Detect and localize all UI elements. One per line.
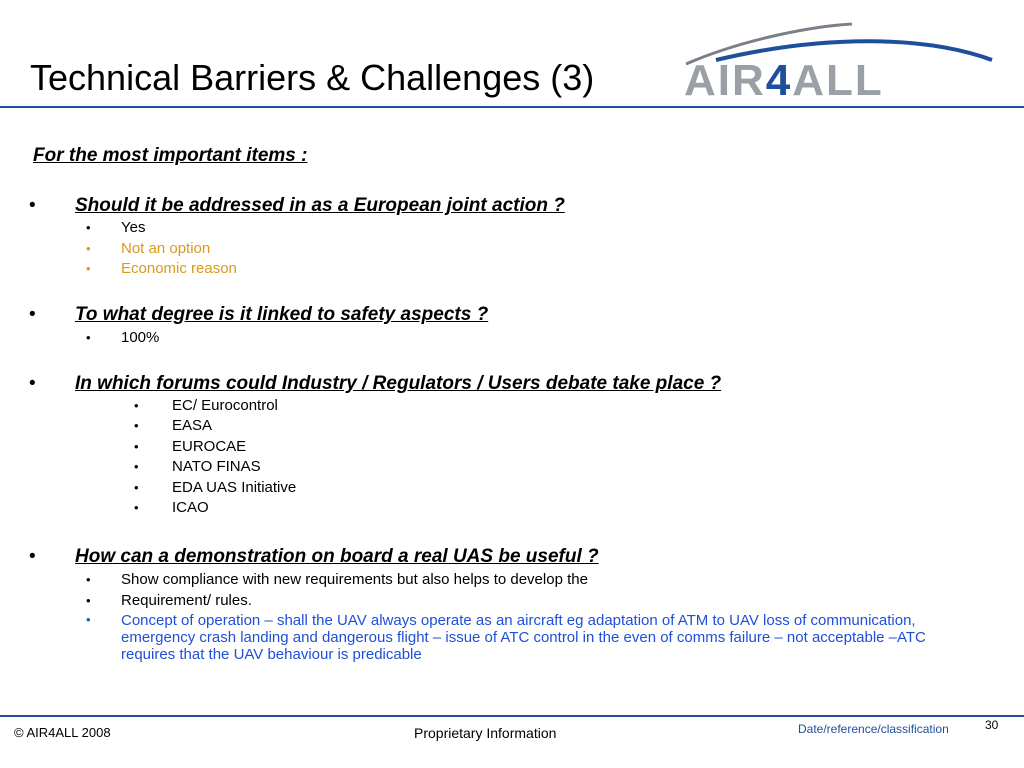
list-item: Yes [121,219,146,236]
bullet-icon: • [86,241,91,256]
bullet-icon: • [29,195,36,216]
bullet-icon: • [134,480,139,495]
bullet-icon: • [29,373,36,394]
bullet-icon: • [86,220,91,235]
bullet-icon: • [86,593,91,608]
logo-prefix: AIR [684,56,766,105]
list-item: EC/ Eurocontrol [172,397,278,414]
list-item: Not an option [121,240,211,257]
list-item: 100% [121,329,160,346]
bullet-icon: • [86,612,91,627]
list-item: Requirement/ rules. [121,592,252,609]
list-item: Economic reason [121,260,237,277]
list-item: Concept of operation – shall the UAV always operate as an aircraft eg adaptation of ATM to UAV loss of communication, emergency crash landing and dangerous flight – issue of ATC control in the even of comms failure – not acceptable –ATC requires that the UAV behaviour is predicable [121,612,926,663]
list-item: NATO FINAS [172,458,261,475]
bullet-icon: • [86,330,91,345]
list-item: EASA [172,417,213,434]
bullet-icon: • [29,304,36,325]
bullet-icon: • [86,572,91,587]
bullet-icon: • [134,398,139,413]
footer-proprietary: Proprietary Information [414,725,557,741]
question-3: In which forums could Industry / Regulators / Users debate take place ? [75,373,722,394]
slide-title: Technical Barriers & Challenges (3) [30,57,595,98]
question-1: Should it be addressed in as a European joint action ? [75,195,565,216]
list-item: ICAO [172,499,209,516]
bullet-icon: • [86,261,91,276]
title-divider [0,106,1024,108]
list-item: Show compliance with new requirements but also helps to develop the [121,571,588,588]
air4all-logo [676,20,998,105]
question-2: To what degree is it linked to safety aspects ? [75,304,489,325]
footer-copyright: © AIR4ALL 2008 [14,725,111,740]
bullet-icon: • [29,546,36,567]
list-item: EDA UAS Initiative [172,479,297,496]
bullet-icon: • [134,500,139,515]
bullet-icon: • [134,418,139,433]
list-item: EUROCAE [172,438,247,455]
intro-heading: For the most important items : [33,145,308,166]
footer-divider [0,715,1024,717]
bullet-icon: • [134,439,139,454]
question-4: How can a demonstration on board a real UAS be useful ? [75,546,599,567]
footer-classification: Date/reference/classification [798,722,949,736]
logo-digit: 4 [765,56,793,105]
logo-wordmark [684,58,884,104]
page-number: 30 [985,718,999,732]
bullet-icon: • [134,459,139,474]
logo-suffix: ALL [792,56,884,105]
